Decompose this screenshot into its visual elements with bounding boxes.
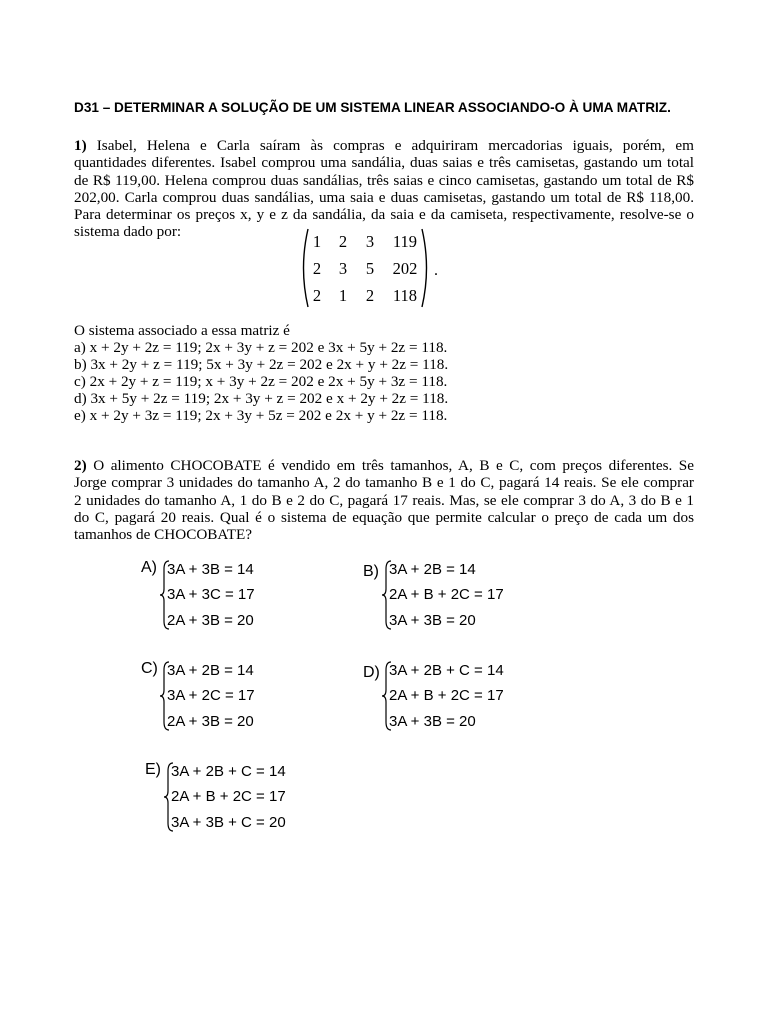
- q2-line-2: Jorge comprar 3 unidades do tamanho A, 2 do tamanho B e 1 do C, pagará 14 reais. Se ele comprar: [74, 474, 694, 492]
- equation: 3A + 3B + C = 20: [171, 814, 286, 831]
- q2-option-b[interactable]: [363, 559, 563, 639]
- q1-line-2: quantidades diferentes. Isabel comprou uma sandália, duas saias e três camisetas, gastando um total: [74, 154, 694, 172]
- q1-line-1: 1) Isabel, Helena e Carla saíram às compras e adquiriram mercadorias iguais, porém, em: [74, 137, 694, 154]
- q2-option-c[interactable]: [141, 660, 341, 740]
- equation: 2A + 3B = 20: [167, 713, 254, 730]
- q2-line-5: tamanhos de CHOCOBATE?: [74, 526, 253, 544]
- q1-option-b[interactable]: b) 3x + 2y + z = 119; 5x + 3y + 2z = 202 e 2x + y + 2z = 118.: [74, 356, 449, 373]
- q1-line-4: 202,00. Carla comprou duas sandálias, uma saia e duas camisetas, gastando um total de R$ 118,00.: [74, 188, 694, 206]
- q1-option-a[interactable]: a) x + 2y + 2z = 119; 2x + 3y + z = 202 e 3x + 5y + 2z = 118.: [74, 339, 448, 356]
- equation: 3A + 2C = 17: [167, 687, 255, 704]
- q1-prompt: O sistema associado a essa matriz é: [74, 322, 290, 339]
- q2-line-4: do C, pagará 20 reais. Qual é o sistema de equação que permite calcular o preço de cada um dos: [74, 508, 694, 526]
- matrix-cell: 1: [338, 286, 348, 305]
- equation: 3A + 3B = 14: [167, 561, 254, 578]
- matrix-cell: 3: [338, 259, 348, 278]
- equation: 3A + 3B = 20: [389, 713, 476, 730]
- option-label: D): [363, 664, 380, 681]
- equation: 3A + 2B = 14: [167, 662, 254, 679]
- equation: 3A + 3C = 17: [167, 586, 255, 603]
- q1-option-e[interactable]: e) x + 2y + 3z = 119; 2x + 3y + 5z = 202 e 2x + y + 2z = 118.: [74, 407, 448, 424]
- option-label: A): [141, 559, 157, 576]
- matrix-cell: 2: [312, 259, 322, 278]
- q1-option-d[interactable]: d) 3x + 5y + 2z = 119; 2x + 3y + z = 202 e x + 2y + 2z = 118.: [74, 390, 449, 407]
- q2-option-a[interactable]: [141, 559, 341, 639]
- question-1-number: 1): [74, 137, 87, 154]
- equation: 3A + 3B = 20: [389, 612, 476, 629]
- q2-line-3: 2 unidades do tamanho A, 1 do B e 2 do C, pagará 17 reais. Mas, se ele comprar 3 do A, 3 do B e 1: [74, 491, 694, 509]
- matrix-cell: 2: [338, 232, 348, 251]
- equation: 3A + 2B + C = 14: [389, 662, 504, 679]
- matrix-cell: 2: [312, 286, 322, 305]
- matrix-cell: 5: [365, 259, 375, 278]
- option-label: B): [363, 563, 379, 580]
- q1-option-c[interactable]: c) 2x + 2y + z = 119; x + 3y + 2z = 202 e 2x + 5y + 3z = 118.: [74, 373, 448, 390]
- matrix-period: .: [434, 262, 438, 279]
- q1-line-3: de R$ 119,00. Helena comprou duas sandálias, três saias e cinco camisetas, gastando um total de R$: [74, 171, 694, 189]
- q2-line-1: 2) O alimento CHOCOBATE é vendido em três tamanhos, A, B e C, com preços diferentes. Se: [74, 457, 694, 474]
- option-label: E): [145, 761, 161, 778]
- matrix-cell: 119: [392, 232, 418, 251]
- q1-line-5: Para determinar os preços x, y e z da sandália, da saia e da camiseta, respectivamente, resolve-se o: [74, 206, 694, 224]
- equation: 3A + 2B + C = 14: [171, 763, 286, 780]
- q1-line-6: sistema dado por:: [74, 223, 182, 241]
- question-2-text: [74, 457, 694, 543]
- equation: 3A + 2B = 14: [389, 561, 476, 578]
- q2-option-d[interactable]: [363, 660, 563, 740]
- equation: 2A + B + 2C = 17: [389, 687, 504, 704]
- equation: 2A + B + 2C = 17: [389, 586, 504, 603]
- matrix-cell: 2: [365, 286, 375, 305]
- question-2-number: 2): [74, 457, 87, 474]
- equation: 2A + 3B = 20: [167, 612, 254, 629]
- matrix-cell: 202: [392, 259, 418, 278]
- matrix-cell: 118: [392, 286, 418, 305]
- option-label: C): [141, 660, 158, 677]
- matrix-cell: 1: [312, 232, 322, 251]
- q2-option-e[interactable]: [145, 761, 345, 841]
- page-heading: D31 – DETERMINAR A SOLUÇÃO DE UM SISTEMA LINEAR ASSOCIANDO-O À UMA MATRIZ.: [74, 100, 671, 115]
- equation: 2A + B + 2C = 17: [171, 788, 286, 805]
- matrix-cell: 3: [365, 232, 375, 251]
- augmented-matrix: [298, 226, 448, 310]
